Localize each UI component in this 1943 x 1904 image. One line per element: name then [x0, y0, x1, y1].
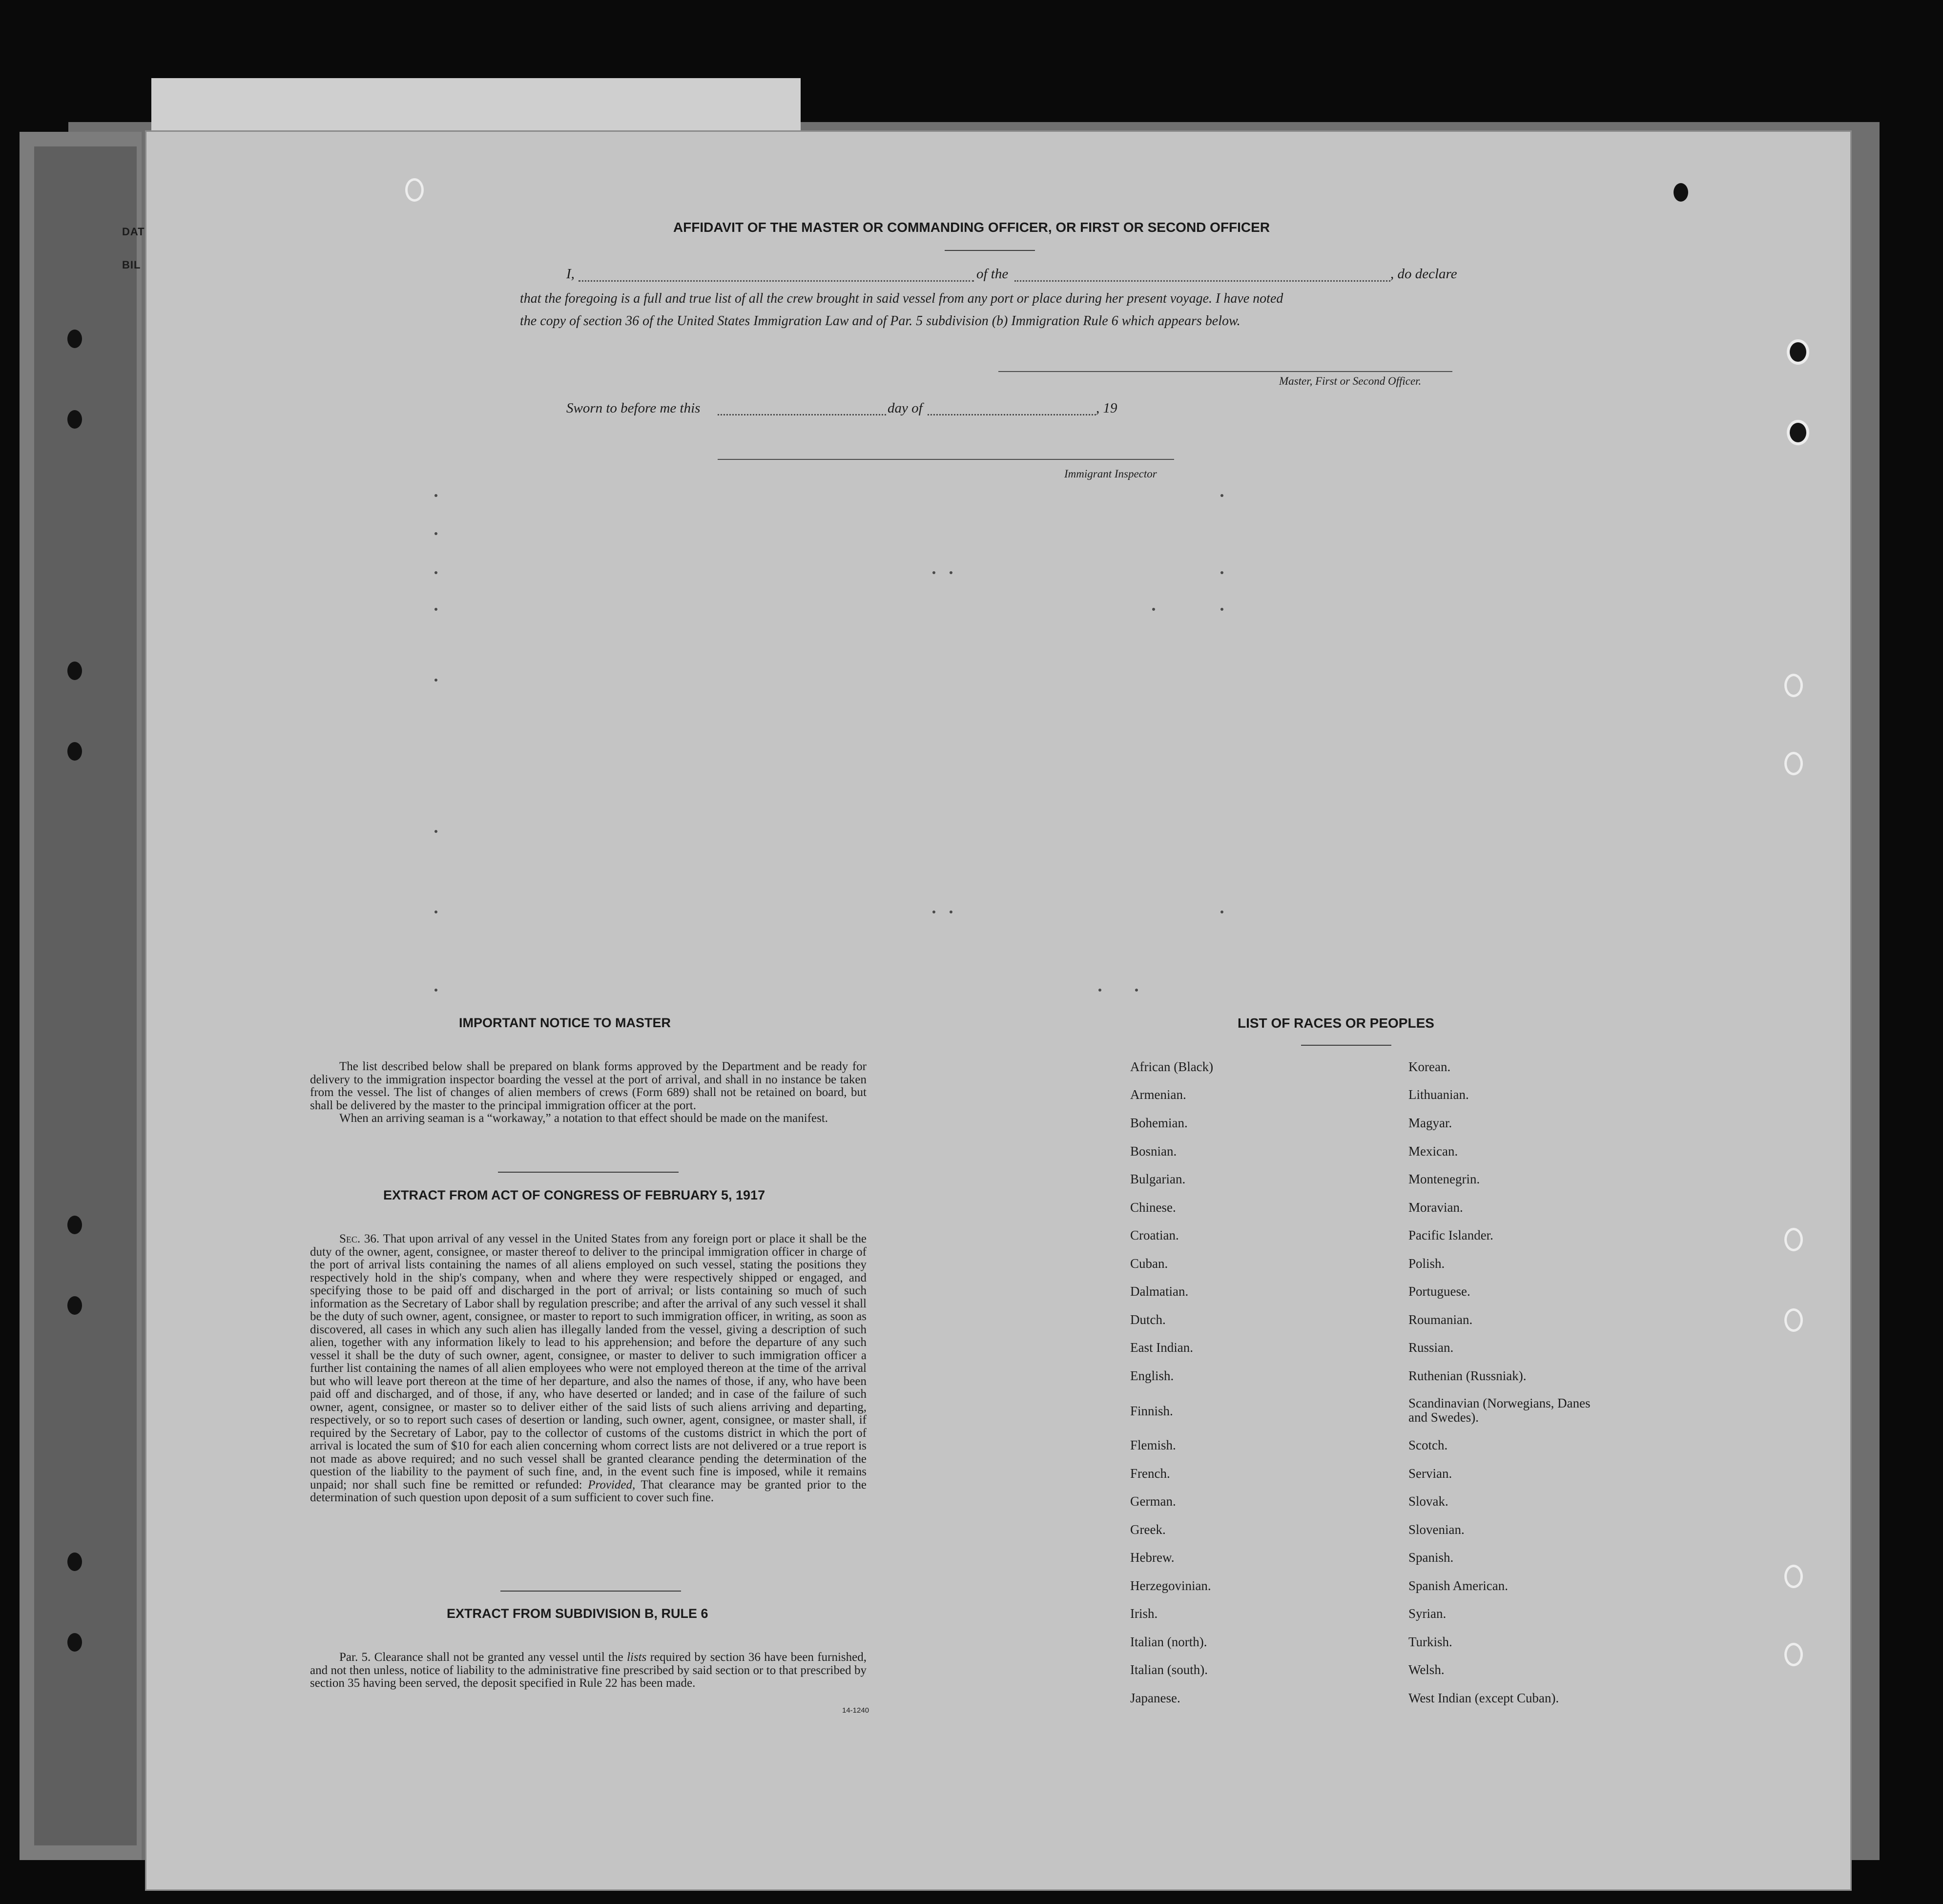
- back-stub-text-2: BIL: [122, 259, 141, 271]
- race-item: African (Black): [1130, 1059, 1214, 1074]
- race-item: Roumanian.: [1408, 1312, 1473, 1327]
- top-paper-tab: [151, 78, 801, 132]
- race-item: Italian (south).: [1130, 1662, 1208, 1677]
- section-label: Sec. 36.: [339, 1232, 380, 1245]
- binding-hole: [1784, 1308, 1803, 1332]
- ghost-mark: [434, 532, 437, 535]
- punch-hole: [67, 1552, 82, 1571]
- title-underline: [945, 250, 1035, 251]
- ghost-mark: [950, 911, 952, 913]
- notice-title: IMPORTANT NOTICE TO MASTER: [459, 1015, 671, 1030]
- race-item: Welsh.: [1408, 1662, 1445, 1677]
- master-name-field[interactable]: [579, 280, 974, 282]
- punch-hole: [67, 1296, 82, 1315]
- race-item: Armenian.: [1130, 1087, 1186, 1102]
- race-item: Bulgarian.: [1130, 1172, 1186, 1186]
- section-divider: [498, 1172, 679, 1173]
- race-item: Montenegrin.: [1408, 1172, 1480, 1186]
- race-item: Mexican.: [1408, 1144, 1458, 1159]
- provided-label: Provided,: [588, 1478, 636, 1491]
- binding-hole: [1784, 752, 1803, 775]
- race-item: Russian.: [1408, 1340, 1454, 1355]
- race-item: Flemish.: [1130, 1438, 1176, 1452]
- race-item: Slovak.: [1408, 1494, 1448, 1509]
- race-item: Scandinavian (Norwegians, Danes and Swedes).: [1408, 1396, 1591, 1425]
- ghost-mark: [434, 571, 437, 574]
- binding-hole: [1787, 420, 1809, 445]
- race-item: East Indian.: [1130, 1340, 1193, 1355]
- race-item: Scotch.: [1408, 1438, 1448, 1452]
- race-item: Magyar.: [1408, 1116, 1452, 1130]
- notice-paragraph-2: When an arriving seaman is a “workaway,” a notation to that effect should be made on the manifest.: [339, 1112, 828, 1125]
- race-item: Italian (north).: [1130, 1635, 1207, 1649]
- rule-extract-body: [310, 1651, 867, 1690]
- race-item: English.: [1130, 1368, 1174, 1383]
- ghost-mark: [1220, 608, 1223, 611]
- vessel-name-field[interactable]: [1014, 280, 1390, 282]
- ghost-mark: [1098, 989, 1101, 992]
- race-item: Greek.: [1130, 1522, 1166, 1537]
- race-item: Lithuanian.: [1408, 1087, 1469, 1102]
- ghost-mark: [1220, 911, 1223, 913]
- race-item: Moravian.: [1408, 1200, 1463, 1215]
- ghost-mark: [1135, 989, 1138, 992]
- form-sheet: [146, 132, 1850, 1889]
- vessel-label: of the: [976, 266, 1009, 282]
- race-item: Bosnian.: [1130, 1144, 1177, 1159]
- race-item: Ruthenian (Russniak).: [1408, 1368, 1527, 1383]
- race-item: Herzegovinian.: [1130, 1578, 1211, 1593]
- races-title: LIST OF RACES OR PEOPLES: [1238, 1015, 1434, 1031]
- declarant-label: I,: [566, 266, 575, 282]
- punch-hole: [67, 330, 82, 348]
- race-item: Irish.: [1130, 1606, 1158, 1621]
- punch-hole: [67, 662, 82, 680]
- ghost-mark: [434, 494, 437, 497]
- act-extract-tail: That clearance may be granted prior to the determination of such question upon deposit of a sum sufficient to cover such fine.: [310, 1478, 867, 1504]
- race-item: Polish.: [1408, 1256, 1445, 1271]
- ghost-mark: [932, 911, 935, 913]
- race-item: Spanish.: [1408, 1550, 1454, 1565]
- inspector-caption: Immigrant Inspector: [1064, 468, 1157, 480]
- ghost-mark: [434, 830, 437, 833]
- rule-extract-head: Par. 5. Clearance shall not be granted any vessel until the: [339, 1651, 623, 1664]
- affidavit-title: AFFIDAVIT OF THE MASTER OR COMMANDING OFFICER, OR FIRST OR SECOND OFFICER: [673, 220, 1270, 235]
- race-item: Pacific Islander.: [1408, 1228, 1493, 1242]
- affidavit-statement-line-1: that the foregoing is a full and true list of all the crew brought in said vessel from any port or place during her present voyage. I have noted: [520, 291, 1283, 306]
- race-item: Finnish.: [1130, 1404, 1173, 1418]
- race-item: Turkish.: [1408, 1635, 1452, 1649]
- sworn-day-field[interactable]: [718, 414, 886, 415]
- race-item: Bohemian.: [1130, 1116, 1188, 1130]
- punch-hole: [67, 410, 82, 429]
- race-item: Servian.: [1408, 1466, 1452, 1481]
- race-item: Dalmatian.: [1130, 1284, 1189, 1299]
- ghost-mark: [950, 571, 952, 574]
- sworn-month-field[interactable]: [928, 414, 1096, 415]
- binding-hole: [405, 178, 424, 202]
- ghost-mark: [434, 989, 437, 992]
- race-item: Croatian.: [1130, 1228, 1179, 1242]
- race-item: Spanish American.: [1408, 1578, 1508, 1593]
- back-stub-text-1: DAT: [122, 226, 145, 238]
- master-signature-field[interactable]: [998, 371, 1452, 372]
- ghost-mark: [1220, 494, 1223, 497]
- day-of-label: day of: [888, 400, 923, 416]
- inspector-signature-field[interactable]: [718, 459, 1174, 460]
- ghost-mark: [434, 679, 437, 682]
- ghost-mark: [434, 608, 437, 611]
- declare-label: , do declare: [1390, 266, 1457, 282]
- act-extract-text: That upon arrival of any vessel in the United States from any foreign port or place it shall be the duty of the owner, agent, consignee, or master thereof to deliver to the principal immigration officer in charge of the port of arrival lists containing the names of all aliens employed on such vessel, stating the positions they respectively hold in the ship's company, when and where they were respectively shipped or engaged, and specifying those to be paid off and discharged in the port of arrival; or lists containing so much of such information as the Secretary of Labor shall by regulation prescribe; and after the arrival of any such vessel it shall be the duty of such owner, agent, consignee, or master to report to such immigration officer, in writing, as soon as discovered, all cases in which any such alien has illegally landed from the vessel, giving a description of such alien, together with any information likely to lead to his apprehension; and before the departure of any such vessel it shall be the duty of such owner, agent, consignee, or master to deliver to such immigration officer a further list containing the names of all alien employees who were not employed thereon at the time of the arrival but who will leave port thereon at the time of her departure, and also the names of those, if any, who have been paid off and discharged, and of those, if any, who have deserted or landed; and in case of the failure of such owner, agent, consignee, or master so to deliver either of the said lists of such aliens arriving and departing, respectively, or so to report such cases of desertion or landing, such owner, agent, consignee, or master shall, if required by the Secretary of Labor, pay to the collector of customs of the customs district in which the port of arrival is located the sum of $10 for each alien concerning whom correct lists are not delivered or a true report is not made as above required; and no such vessel shall be granted clearance pending the determination of the question of the liability to the payment of such fine, and, in the event such fine is imposed, while it remains unpaid; nor shall such fine be remitted or refunded:: [310, 1232, 867, 1491]
- binding-hole: [1674, 183, 1688, 202]
- binder-strip-shadow: [34, 146, 137, 1845]
- race-item: Syrian.: [1408, 1606, 1447, 1621]
- lists-word: lists: [627, 1651, 647, 1664]
- rule-extract-text: required by section 36 have been furnished, and not then unless, notice of liability to the administrative fine prescribed by said section or to that prescribed by section 35 having been served, the deposit specified in Rule 22 has been made.: [310, 1651, 867, 1690]
- race-item: French.: [1130, 1466, 1170, 1481]
- race-item: Slovenian.: [1408, 1522, 1465, 1537]
- binding-hole: [1784, 1643, 1803, 1666]
- binding-hole: [1787, 339, 1809, 365]
- race-item: German.: [1130, 1494, 1176, 1509]
- binding-hole: [1784, 1565, 1803, 1588]
- ghost-mark: [434, 911, 437, 913]
- ghost-mark: [1152, 608, 1155, 611]
- form-number: 14-1240: [842, 1706, 869, 1715]
- act-extract-body: [310, 1233, 867, 1505]
- ghost-mark: [1220, 571, 1223, 574]
- notice-body: [310, 1060, 867, 1125]
- punch-hole: [67, 1216, 82, 1234]
- rule-extract-title: EXTRACT FROM SUBDIVISION B, RULE 6: [447, 1606, 708, 1621]
- race-item: Dutch.: [1130, 1312, 1166, 1327]
- master-caption: Master, First or Second Officer.: [1279, 375, 1422, 387]
- race-item: Korean.: [1408, 1059, 1451, 1074]
- sworn-label: Sworn to before me this: [566, 400, 701, 416]
- punch-hole: [67, 742, 82, 761]
- affidavit-statement-line-2: the copy of section 36 of the United States Immigration Law and of Par. 5 subdivision (b) Immigration Rule 6 which appears below.: [520, 313, 1240, 329]
- race-item: Cuban.: [1130, 1256, 1168, 1271]
- binding-hole: [1784, 1228, 1803, 1251]
- race-item: Chinese.: [1130, 1200, 1176, 1215]
- race-item: Portuguese.: [1408, 1284, 1470, 1299]
- race-item: Japanese.: [1130, 1691, 1180, 1705]
- year-label: , 19: [1096, 400, 1117, 416]
- race-item: West Indian (except Cuban).: [1408, 1691, 1559, 1705]
- ghost-mark: [932, 571, 935, 574]
- race-item: Hebrew.: [1130, 1550, 1175, 1565]
- races-title-underline: [1301, 1045, 1391, 1046]
- binding-hole: [1784, 674, 1803, 697]
- act-extract-title: EXTRACT FROM ACT OF CONGRESS OF FEBRUARY 5, 1917: [383, 1188, 765, 1202]
- punch-hole: [67, 1633, 82, 1652]
- notice-paragraph-1: The list described below shall be prepared on blank forms approved by the Department and be ready for delivery to the immigration inspector boarding the vessel at the port of arrival, and shall in no instance be taken from the vessel. The list of changes of alien members of crews (Form 689) shall not be retained on board, but shall be delivered by the master to the principal immigration officer at the port.: [310, 1060, 867, 1112]
- section-divider: [500, 1591, 681, 1592]
